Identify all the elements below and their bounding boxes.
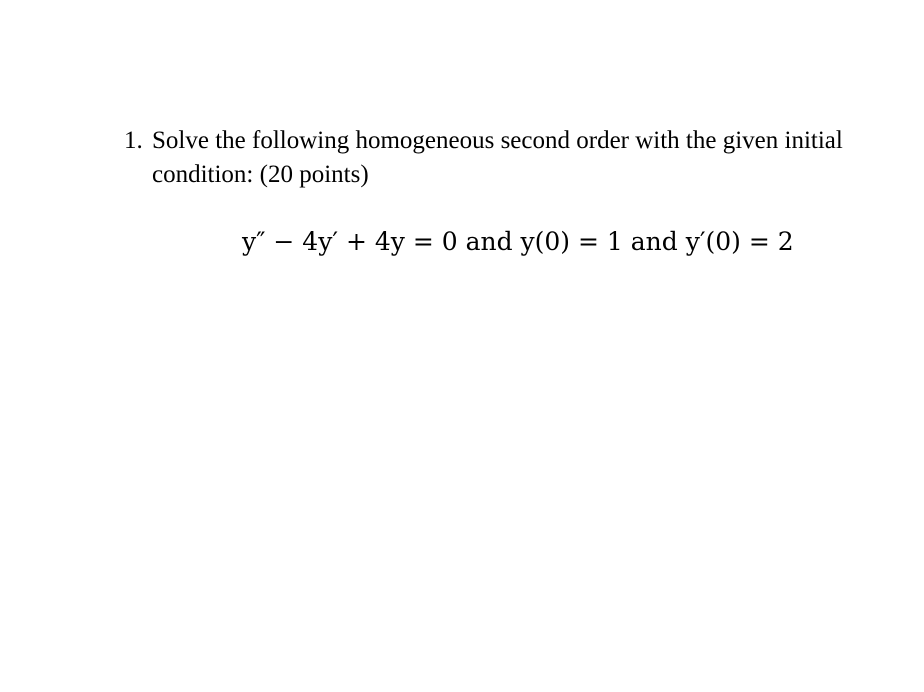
- differential-equation: y″ − 4y′ + 4y = 0 and y(0) = 1 and y′(0) = 2: [242, 227, 794, 256]
- question-text: Solve the following homogeneous second order with the given initial condition: (20 points): [152, 127, 843, 188]
- question-1: [124, 124, 844, 192]
- question-number: 1.: [124, 127, 143, 154]
- question-row: [124, 124, 844, 192]
